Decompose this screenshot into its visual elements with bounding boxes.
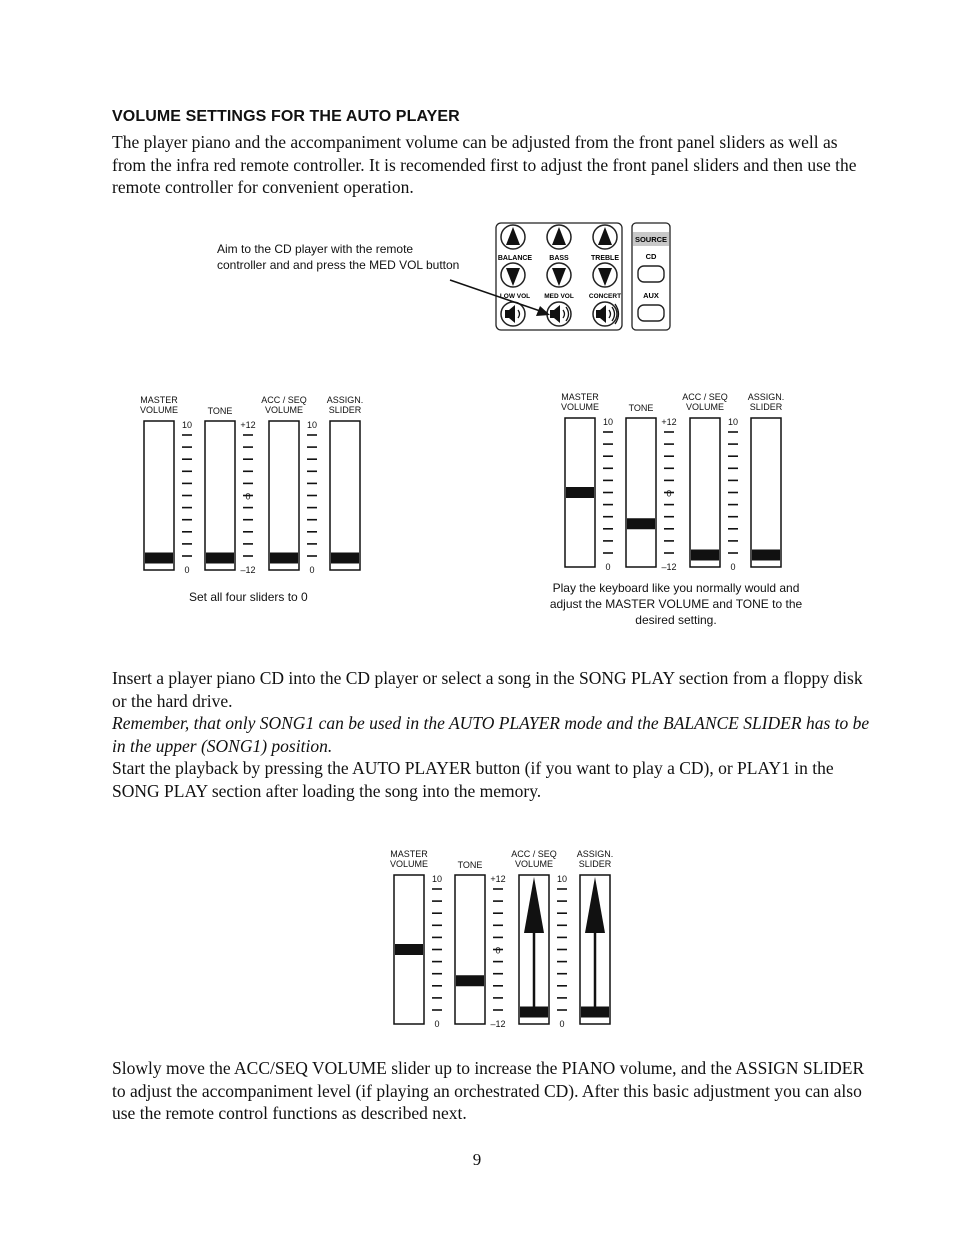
balance-up-icon	[501, 225, 525, 249]
assign-slider-label-line1: ASSIGN.	[576, 849, 614, 859]
slider-panel-3	[380, 847, 620, 1032]
treble-down-icon	[593, 263, 617, 287]
remote-caption	[217, 241, 459, 273]
assign-slider-label-line2: SLIDER	[578, 859, 612, 869]
assign-slider-knob	[752, 550, 780, 561]
assign-slider-track	[330, 421, 360, 570]
assign-slider-track	[751, 418, 781, 567]
treble-label: TREBLE	[591, 255, 619, 262]
med-vol-label: MED VOL	[544, 293, 574, 300]
assign-slider-label-line2: SLIDER	[749, 402, 783, 412]
master-volume-label-line2: VOLUME	[139, 405, 179, 415]
slider-panel-2	[551, 390, 791, 575]
assign-slider-knob	[331, 553, 359, 564]
tone-scale-top: +12	[661, 417, 677, 427]
concert-label: CONCERT	[588, 293, 622, 300]
master-volume-label-line1: MASTER	[561, 392, 599, 402]
master-volume-track	[144, 421, 174, 570]
acc-seq-label-line2: VOLUME	[685, 402, 725, 412]
tone-track	[205, 421, 235, 570]
assign-slider-label-line1: ASSIGN.	[747, 392, 785, 402]
acc-seq-volume-knob	[270, 553, 298, 564]
panel2-caption-line2: adjust the MASTER VOLUME and TONE to the	[549, 597, 803, 611]
tone-label: TONE	[457, 860, 483, 870]
assign-slider-label-line1: ASSIGN.	[326, 395, 364, 405]
low-vol-speaker-icon	[501, 302, 525, 326]
scale-a-bottom: 0	[184, 565, 190, 575]
master-volume-label-line1: MASTER	[390, 849, 428, 859]
tone-knob	[456, 975, 484, 986]
panel2-caption-line1: Play the keyboard like you normally would and	[552, 581, 800, 595]
remote-controller-diagram	[440, 218, 680, 336]
acc-seq-label-line2: VOLUME	[514, 859, 554, 869]
tone-knob	[206, 553, 234, 564]
scale-b-bottom: 0	[559, 1019, 565, 1029]
low-vol-label: LOW VOL	[499, 293, 531, 300]
scale-a-top: 10	[602, 417, 614, 427]
tone-scale-bottom: –12	[490, 1019, 506, 1029]
acc-seq-label-line1: ACC / SEQ	[261, 395, 307, 405]
aux-label: AUX	[643, 291, 659, 300]
master-volume-label-line2: VOLUME	[560, 402, 600, 412]
master-volume-knob	[395, 944, 423, 955]
tone-scale-bottom: –12	[240, 565, 256, 575]
cd-source-button	[638, 266, 664, 282]
tone-scale-top: +12	[240, 420, 256, 430]
tone-scale-mid: 0	[495, 945, 501, 956]
section-heading: VOLUME SETTINGS FOR THE AUTO PLAYER	[112, 108, 460, 125]
panel2-caption	[526, 580, 826, 628]
acc-seq-volume-track	[269, 421, 299, 570]
remember-paragraph: Remember, that only SONG1 can be used in the AUTO PLAYER mode and the BALANCE SLIDER has to be in the upper (SONG1) position.	[112, 713, 870, 756]
tone-label: TONE	[207, 406, 233, 416]
start-playback-paragraph: Start the playback by pressing the AUTO PLAYER button (if you want to play a CD), or PLAY1 in the SONG PLAY section after loading the song into the memory.	[112, 758, 834, 801]
insert-cd-paragraph: Insert a player piano CD into the CD player or select a song in the SONG PLAY section from a floppy disk or the hard drive.	[112, 668, 863, 711]
scale-b-top: 10	[306, 420, 318, 430]
source-label: SOURCE	[634, 235, 668, 244]
treble-up-icon	[593, 225, 617, 249]
panel2-caption-line3: desired setting.	[635, 613, 717, 627]
master-volume-knob	[566, 487, 594, 498]
scale-b-top: 10	[556, 874, 568, 884]
bass-down-icon	[547, 263, 571, 287]
assign-slider-label-line2: SLIDER	[328, 405, 362, 415]
scale-a-bottom: 0	[605, 562, 611, 572]
med-vol-speaker-icon	[547, 302, 571, 326]
tone-scale-bottom: –12	[661, 562, 677, 572]
tone-track	[626, 418, 656, 567]
cd-label: CD	[645, 252, 657, 261]
tone-track	[455, 875, 485, 1024]
scale-a-bottom: 0	[434, 1019, 440, 1029]
acc-seq-label-line1: ACC / SEQ	[682, 392, 728, 402]
remote-caption-line2: controller and and press the MED VOL button	[217, 258, 460, 272]
acc-seq-label-line2: VOLUME	[264, 405, 304, 415]
intro-paragraph: The player piano and the accompaniment volume can be adjusted from the front panel sliders as well as from the infra red remote controller. It is recomended first to adjust the front panel sliders and then use the remote controller for convenient operation.	[112, 132, 857, 197]
remote-caption-line1: Aim to the CD player with the remote	[217, 242, 414, 256]
master-volume-label-line1: MASTER	[140, 395, 178, 405]
acc-seq-label-line1: ACC / SEQ	[511, 849, 557, 859]
master-volume-label-line2: VOLUME	[389, 859, 429, 869]
master-volume-knob	[145, 553, 173, 564]
bass-up-icon	[547, 225, 571, 249]
slow-move-paragraph: Slowly move the ACC/SEQ VOLUME slider up to increase the PIANO volume, and the ASSIGN SLIDER to adjust the accompaniment level (if playing an orchestrated CD). After this basic adjustment you can also use the remote control functions as described next.	[112, 1058, 865, 1123]
tone-label: TONE	[628, 403, 654, 413]
acc-seq-volume-track	[690, 418, 720, 567]
scale-a-top: 10	[431, 874, 443, 884]
scale-a-top: 10	[181, 420, 193, 430]
scale-b-top: 10	[727, 417, 739, 427]
tone-scale-mid: 0	[666, 488, 672, 499]
bass-label: BASS	[549, 255, 569, 262]
scale-b-bottom: 0	[309, 565, 315, 575]
balance-down-icon	[501, 263, 525, 287]
page-number: 9	[472, 1150, 482, 1169]
aux-source-button	[638, 305, 664, 321]
scale-b-bottom: 0	[730, 562, 736, 572]
tone-knob	[627, 518, 655, 529]
panel1-caption: Set all four sliders to 0	[189, 590, 308, 604]
tone-scale-top: +12	[490, 874, 506, 884]
tone-scale-mid: 0	[245, 491, 251, 502]
slider-panel-1	[130, 393, 370, 578]
acc-seq-volume-knob	[691, 550, 719, 561]
balance-label: BALANCE	[497, 255, 533, 262]
